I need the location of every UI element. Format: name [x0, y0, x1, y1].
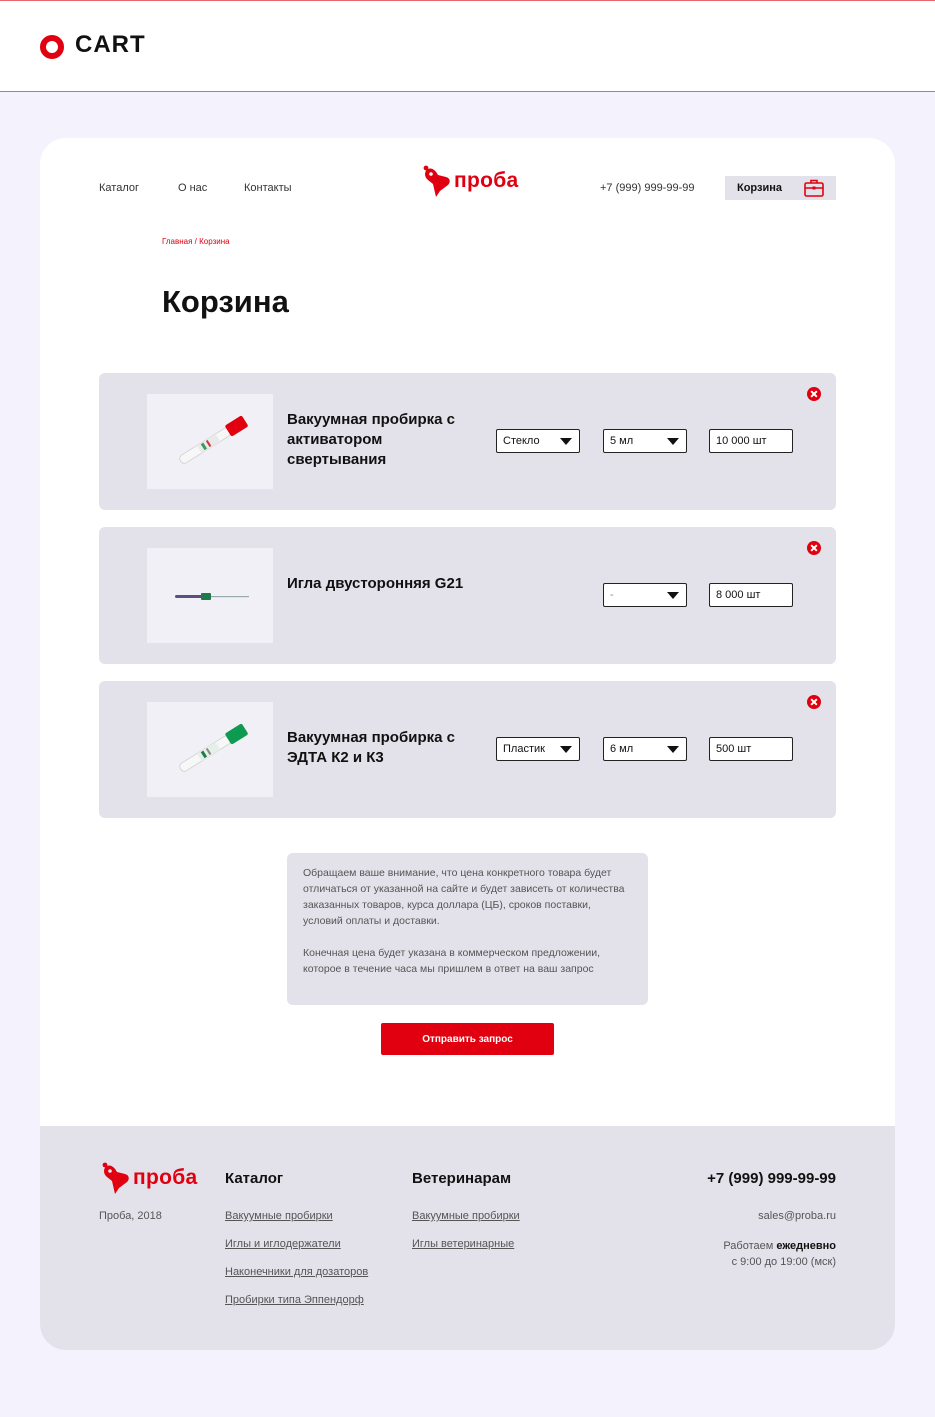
hours-time: с 9:00 до 19:00 (мск) [731, 1256, 836, 1268]
hand-logo-icon [420, 163, 454, 199]
footer-link[interactable]: Наконечники для дозаторов [225, 1266, 369, 1278]
dropdown-arrow-icon [667, 438, 679, 445]
footer-email[interactable]: sales@proba.ru [758, 1210, 836, 1222]
volume-select-value: 5 мл [610, 435, 634, 447]
footer-link[interactable]: Иглы ветеринарные [412, 1238, 515, 1250]
volume-select-value: - [610, 589, 614, 601]
remove-item-icon[interactable] [807, 541, 821, 555]
working-hours [723, 1238, 836, 1270]
nav-link-catalog[interactable]: Каталог [99, 182, 139, 194]
cart-item [99, 373, 836, 510]
dropdown-arrow-icon [560, 746, 572, 753]
footer-vet-title: Ветеринарам [412, 1170, 512, 1187]
circle-logo-icon [40, 35, 64, 59]
hours-prefix: Работаем [723, 1240, 774, 1252]
remove-item-icon[interactable] [807, 695, 821, 709]
product-name: Игла двусторонняя G21 [287, 575, 464, 592]
app-title-bar [0, 0, 935, 92]
cart-button[interactable] [725, 176, 836, 200]
footer-link[interactable]: Иглы и иглодержатели [225, 1238, 341, 1250]
hand-logo-icon [99, 1160, 133, 1196]
product-name: Вакуумная пробирка с активатором свертывания [287, 411, 455, 468]
material-select-value: Стекло [503, 435, 540, 447]
send-request-button[interactable]: Отправить запрос [381, 1023, 554, 1055]
volume-select[interactable] [603, 737, 687, 761]
notice-paragraph: Обращаем ваше внимание, что цена конкретного товара будет отличаться от указанной на сайте и будет зависеть от количества заказанных товаров, курса доллара (ЦБ), сроков поставки, условий оплаты и доставки. [303, 867, 625, 927]
page-title: Корзина [162, 284, 289, 319]
logo-wordmark: проба [454, 169, 519, 192]
dropdown-arrow-icon [560, 438, 572, 445]
app-title: CART [75, 31, 146, 58]
copyright: Проба, 2018 [99, 1210, 162, 1222]
cart-item [99, 681, 836, 818]
footer-link[interactable]: Пробирки типа Эппендорф [225, 1294, 364, 1306]
page-card [40, 138, 895, 1350]
breadcrumb[interactable]: Главная / Корзина [162, 237, 230, 246]
needle-image [147, 548, 273, 643]
material-select[interactable] [496, 429, 580, 453]
product-image [147, 548, 273, 643]
product-name: Вакуумная пробирка с ЭДТА К2 и К3 [287, 729, 455, 766]
material-select-value: Пластик [503, 743, 545, 755]
site-footer [40, 1126, 895, 1350]
site-logo[interactable] [420, 163, 519, 199]
nav-link-contacts[interactable]: Контакты [244, 182, 292, 194]
hours-bold: ежедневно [776, 1240, 836, 1252]
header-phone[interactable]: +7 (999) 999-99-99 [600, 182, 695, 194]
product-image [147, 394, 273, 489]
footer-phone[interactable]: +7 (999) 999-99-99 [707, 1170, 836, 1187]
notice-paragraph: Конечная цена будет указана в коммерческом предложении, которое в течение часа мы пришлем в ответ на ваш запрос [303, 947, 600, 975]
volume-select-value: 6 мл [610, 743, 634, 755]
footer-link[interactable]: Вакуумные пробирки [412, 1210, 520, 1222]
test-tube-image [147, 394, 273, 489]
quantity-input[interactable]: 500 шт [709, 737, 793, 761]
footer-link[interactable]: Вакуумные пробирки [225, 1210, 333, 1222]
nav-link-about[interactable]: О нас [178, 182, 208, 194]
briefcase-icon [804, 179, 824, 197]
price-notice [287, 853, 648, 1005]
dropdown-arrow-icon [667, 592, 679, 599]
product-image [147, 702, 273, 797]
volume-select[interactable] [603, 583, 687, 607]
volume-select[interactable] [603, 429, 687, 453]
cart-button-label: Корзина [737, 182, 782, 194]
logo-wordmark: проба [133, 1166, 198, 1189]
quantity-input[interactable]: 10 000 шт [709, 429, 793, 453]
material-select[interactable] [496, 737, 580, 761]
remove-item-icon[interactable] [807, 387, 821, 401]
test-tube-image [147, 702, 273, 797]
site-header [40, 169, 895, 202]
dropdown-arrow-icon [667, 746, 679, 753]
quantity-input[interactable]: 8 000 шт [709, 583, 793, 607]
cart-item [99, 527, 836, 664]
footer-logo[interactable] [99, 1160, 198, 1196]
footer-catalog-title: Каталог [225, 1170, 284, 1187]
